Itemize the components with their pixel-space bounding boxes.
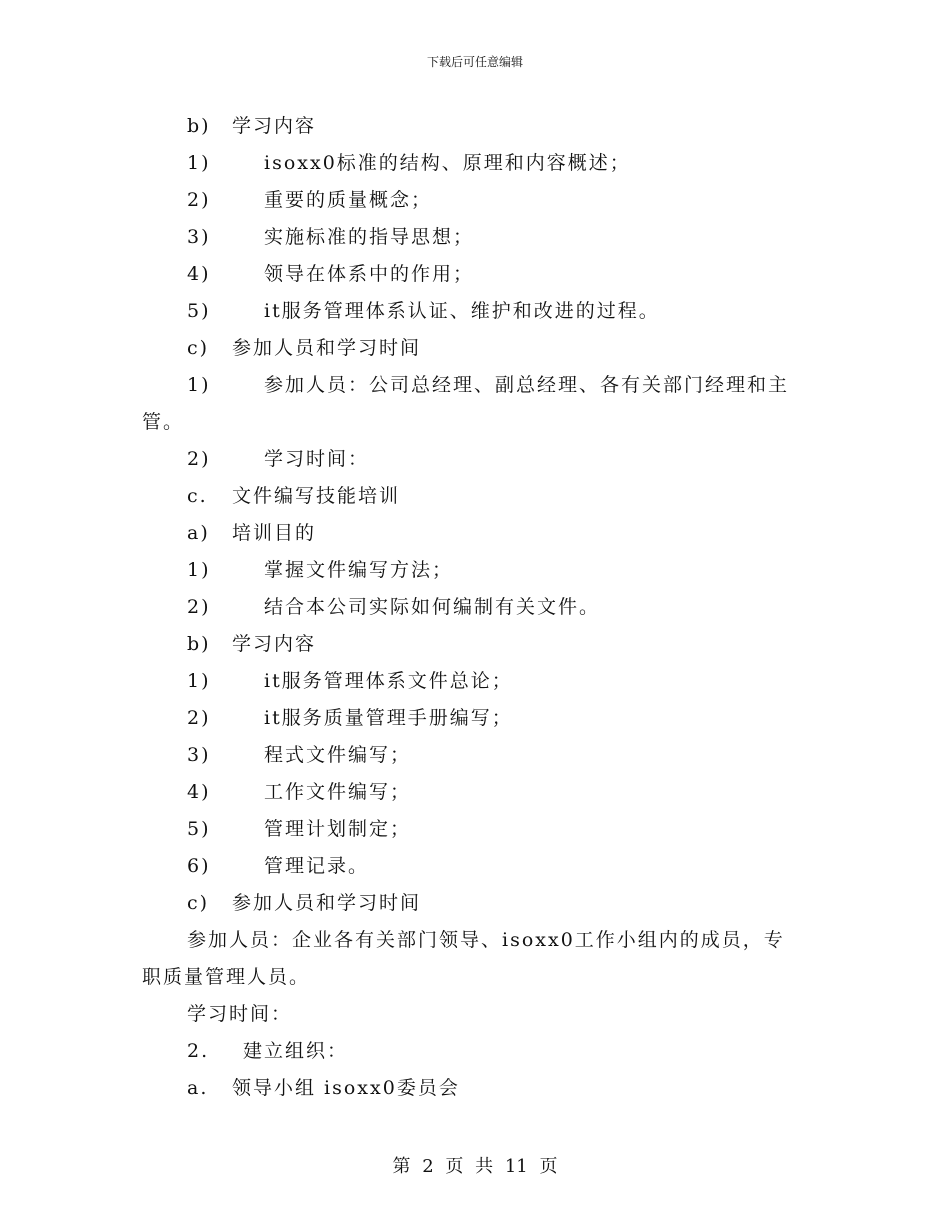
list-text: 文件编写技能培训 [232,485,401,507]
list-marker: 2) [187,596,211,618]
list-marker: 2) [187,189,211,211]
list-text: 学习内容 [232,633,317,655]
list-item [0,885,950,922]
list-text: 培训目的 [232,522,317,544]
list-text: 建立组织： [243,1040,349,1062]
paragraph-text: 参加人员：企业各有关部门领导、isoxx0工作小组内的成员，专 [187,929,785,951]
list-item [0,774,950,811]
list-marker: 1) [187,559,211,581]
list-marker: 5) [187,300,211,322]
list-item [0,256,950,293]
list-item [0,589,950,626]
list-marker: 1) [187,374,211,396]
section-heading [0,1033,950,1070]
list-text: 学习时间： [264,448,370,470]
section-heading [0,478,950,515]
list-item [0,848,950,885]
list-text: 重要的质量概念； [264,189,433,211]
list-marker: 2) [187,707,211,729]
list-text: 工作文件编写； [264,781,412,803]
paragraph-line [0,996,950,1033]
list-text: 程式文件编写； [264,744,412,766]
list-marker: c) [187,337,210,359]
list-text: 参加人员：公司总经理、副总经理、各有关部门经理和主 [264,374,790,396]
list-item [0,330,950,367]
list-text: 管理计划制定； [264,818,412,840]
list-marker: a) [187,522,210,544]
page-number: 第 2 页 共 11 页 [392,1156,558,1177]
list-item [0,626,950,663]
list-item [0,182,950,219]
list-item [0,293,950,330]
list-item [0,663,950,700]
list-text: 实施标准的指导思想； [264,226,475,248]
list-text: isoxx0标准的结构、原理和内容概述； [264,152,631,174]
list-marker: b) [187,115,211,137]
list-item [0,367,950,404]
list-text: 学习内容 [232,115,317,137]
list-marker: 1) [187,670,211,692]
list-marker: 2. [187,1040,210,1062]
list-item [0,811,950,848]
list-text: 领导在体系中的作用； [264,263,475,285]
list-marker: c. [187,485,208,507]
list-marker: 3) [187,744,211,766]
list-text: it服务质量管理手册编写； [264,707,513,729]
list-text: it服务管理体系文件总论； [264,670,513,692]
paragraph-text: 学习时间： [187,1003,293,1025]
list-text: 掌握文件编写方法； [264,559,454,581]
list-item [0,700,950,737]
list-marker: 2) [187,448,211,470]
list-item [0,515,950,552]
list-marker: 4) [187,781,211,803]
list-text: it服务管理体系认证、维护和改进的过程。 [264,300,660,322]
list-marker: 1) [187,152,211,174]
list-marker: 4) [187,263,211,285]
list-item [0,108,950,145]
paragraph-line [0,922,950,959]
list-marker: b) [187,633,211,655]
page-header: 下载后可任意编辑 [426,55,523,69]
list-text: 参加人员和学习时间 [232,892,422,914]
list-item [0,1070,950,1107]
list-text: 参加人员和学习时间 [232,337,422,359]
list-item [0,145,950,182]
list-item [0,737,950,774]
continuation-text: 职质量管理人员。 [142,966,311,988]
list-marker: 5) [187,818,211,840]
list-marker: 6) [187,855,211,877]
list-marker: c) [187,892,210,914]
list-text: 结合本公司实际如何编制有关文件。 [264,596,601,618]
list-item [0,552,950,589]
continuation-text: 管。 [142,411,185,433]
document-body [0,108,950,1107]
list-item [0,441,950,478]
text-line [0,404,950,441]
text-line [0,959,950,996]
list-marker: a. [187,1077,209,1099]
list-text: 管理记录。 [264,855,370,877]
list-text: 领导小组 isoxx0委员会 [232,1077,460,1099]
list-marker: 3) [187,226,211,248]
list-item [0,219,950,256]
